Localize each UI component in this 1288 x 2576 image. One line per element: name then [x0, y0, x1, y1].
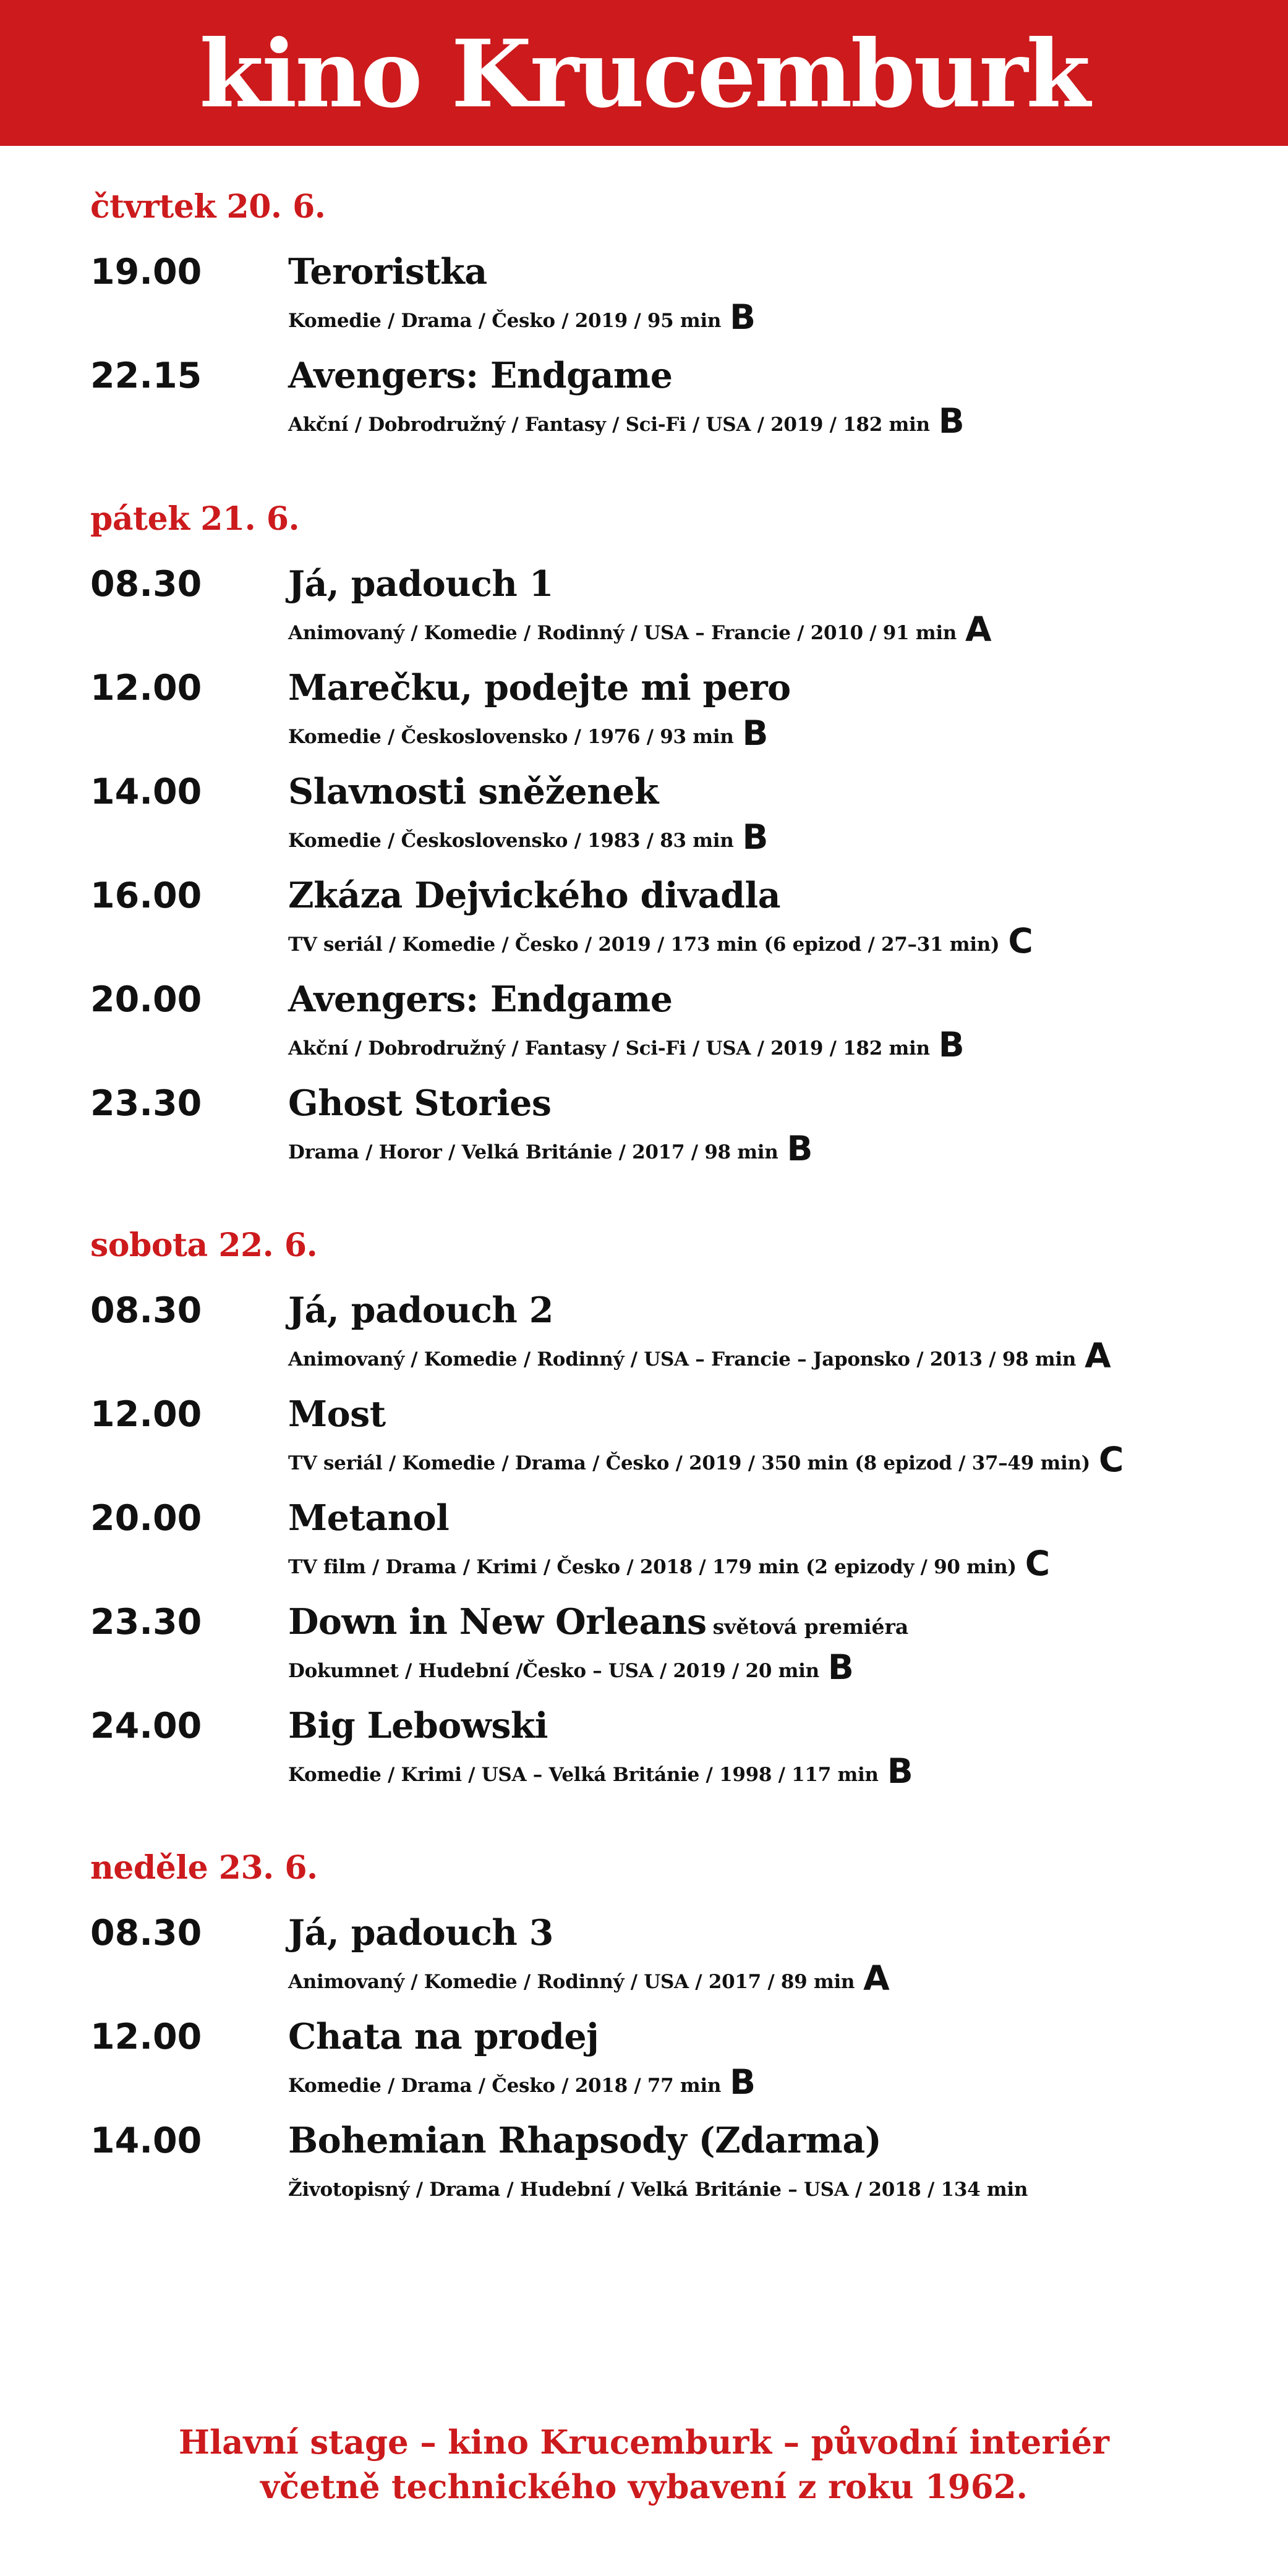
- screening-title: Teroristka: [288, 251, 487, 292]
- screening-row: [0, 1913, 1288, 2017]
- screening-time: 08.30: [90, 564, 202, 605]
- age-rating: B: [730, 2062, 756, 2102]
- header-banner: [0, 0, 1288, 146]
- screening-row: [0, 564, 1288, 668]
- footer-line-2: včetně technického vybavení z roku 1962.: [260, 2468, 1028, 2506]
- screening-time: 23.30: [90, 1602, 202, 1643]
- premiere-note: světová premiéra: [712, 1615, 909, 1639]
- screening-row: [0, 1290, 1288, 1394]
- screening-info: Životopisný / Drama / Hudební / Velká Británie – USA / 2018 / 134 min: [288, 2179, 1028, 2201]
- screening-time: 14.00: [90, 2120, 202, 2161]
- screening-info: Komedie / Československo / 1983 / 83 min: [288, 830, 734, 852]
- screening-time: 20.00: [90, 979, 202, 1020]
- footer-line-1: Hlavní stage – kino Krucemburk – původní interiér: [178, 2423, 1110, 2462]
- screening-time: 16.00: [90, 875, 202, 916]
- day-heading-thursday: čtvrtek 20. 6.: [90, 188, 326, 226]
- age-rating: B: [742, 817, 769, 857]
- footer-note: [0, 2420, 1288, 2509]
- screening-time: 19.00: [90, 252, 202, 292]
- screening-title: Marečku, podejte mi pero: [288, 667, 791, 708]
- screening-title: Já, padouch 3: [288, 1912, 553, 1953]
- day-heading-sunday: neděle 23. 6.: [90, 1849, 318, 1887]
- day-heading-saturday: sobota 22. 6.: [90, 1226, 318, 1264]
- age-rating: C: [1025, 1544, 1051, 1583]
- age-rating: B: [938, 1025, 965, 1065]
- screening-row: [0, 1394, 1288, 1498]
- screening-time: 20.00: [90, 1498, 202, 1539]
- age-rating: B: [742, 713, 769, 753]
- day-heading-friday: pátek 21. 6.: [90, 500, 300, 538]
- screening-time: 08.30: [90, 1290, 202, 1331]
- screening-title: Big Lebowski: [288, 1705, 548, 1746]
- screening-info: Drama / Horor / Velká Británie / 2017 / 98 min: [288, 1141, 778, 1163]
- screening-row: [0, 355, 1288, 459]
- screening-row: [0, 875, 1288, 979]
- screening-time: 23.30: [90, 1083, 202, 1124]
- page-title: kino Krucemburk: [199, 20, 1089, 129]
- screening-row: [0, 252, 1288, 355]
- screening-title: Bohemian Rhapsody (Zdarma): [288, 2120, 882, 2161]
- age-rating: B: [787, 1129, 813, 1168]
- screening-info: TV film / Drama / Krimi / Česko / 2018 / 179 min (2 epizody / 90 min): [288, 1556, 1017, 1578]
- screening-info: Komedie / Drama / Česko / 2019 / 95 min: [288, 310, 722, 332]
- screening-row: [0, 772, 1288, 875]
- screening-row: [0, 1602, 1288, 1706]
- age-rating: B: [827, 1647, 854, 1687]
- age-rating: A: [863, 1958, 890, 1998]
- screening-time: 08.30: [90, 1913, 202, 1953]
- screening-row: [0, 979, 1288, 1083]
- screening-title: Slavnosti sněženek: [288, 771, 659, 812]
- screening-title: Chata na prodej: [288, 2016, 599, 2057]
- screening-row: [0, 2120, 1288, 2224]
- age-rating: C: [1099, 1440, 1124, 1479]
- screening-info: Animovaný / Komedie / Rodinný / USA – Francie – Japonsko / 2013 / 98 min: [288, 1348, 1077, 1371]
- age-rating: B: [730, 297, 756, 337]
- screening-row: [0, 2017, 1288, 2120]
- age-rating: B: [938, 401, 965, 441]
- screening-info: Animovaný / Komedie / Rodinný / USA – Francie / 2010 / 91 min: [288, 622, 957, 644]
- screening-title: Zkáza Dejvického divadla: [288, 875, 781, 916]
- screening-info: Animovaný / Komedie / Rodinný / USA / 2017 / 89 min: [288, 1971, 855, 1993]
- screening-title: Avengers: Endgame: [288, 355, 673, 396]
- screening-info: TV seriál / Komedie / Česko / 2019 / 173 min (6 epizod / 27–31 min): [288, 933, 1000, 956]
- screening-info: Komedie / Krimi / USA – Velká Británie / 1998 / 117 min: [288, 1764, 879, 1786]
- screening-row: [0, 668, 1288, 772]
- screening-info: Akční / Dobrodružný / Fantasy / Sci-Fi / USA / 2019 / 182 min: [288, 1037, 930, 1060]
- age-rating: C: [1008, 921, 1033, 961]
- screening-info: TV seriál / Komedie / Drama / Česko / 2019 / 350 min (8 epizod / 37–49 min): [288, 1452, 1091, 1474]
- screening-info: Akční / Dobrodružný / Fantasy / Sci-Fi / USA / 2019 / 182 min: [288, 414, 930, 436]
- age-rating: A: [965, 610, 992, 649]
- screening-title: Já, padouch 2: [288, 1290, 553, 1331]
- age-rating: A: [1085, 1336, 1111, 1375]
- screening-title: Metanol: [288, 1497, 450, 1539]
- screening-time: 22.15: [90, 355, 202, 396]
- screening-time: 12.00: [90, 668, 202, 708]
- age-rating: B: [887, 1751, 913, 1791]
- screening-time: 12.00: [90, 2017, 202, 2057]
- screening-row: [0, 1498, 1288, 1602]
- screening-title: Most: [288, 1393, 386, 1435]
- screening-time: 12.00: [90, 1394, 202, 1435]
- screening-title: Down in New Orleans: [288, 1601, 707, 1643]
- screening-time: 24.00: [90, 1706, 202, 1746]
- screening-title: Ghost Stories: [288, 1082, 552, 1124]
- screening-info: Komedie / Drama / Česko / 2018 / 77 min: [288, 2075, 722, 2097]
- screening-title: Avengers: Endgame: [288, 979, 673, 1020]
- screening-title: Já, padouch 1: [288, 563, 553, 605]
- screening-row: [0, 1706, 1288, 1809]
- screening-info: Komedie / Československo / 1976 / 93 min: [288, 726, 734, 748]
- screening-row: [0, 1083, 1288, 1187]
- screening-time: 14.00: [90, 772, 202, 812]
- screening-info: Dokumnet / Hudební /Česko – USA / 2019 / 20 min: [288, 1660, 819, 1682]
